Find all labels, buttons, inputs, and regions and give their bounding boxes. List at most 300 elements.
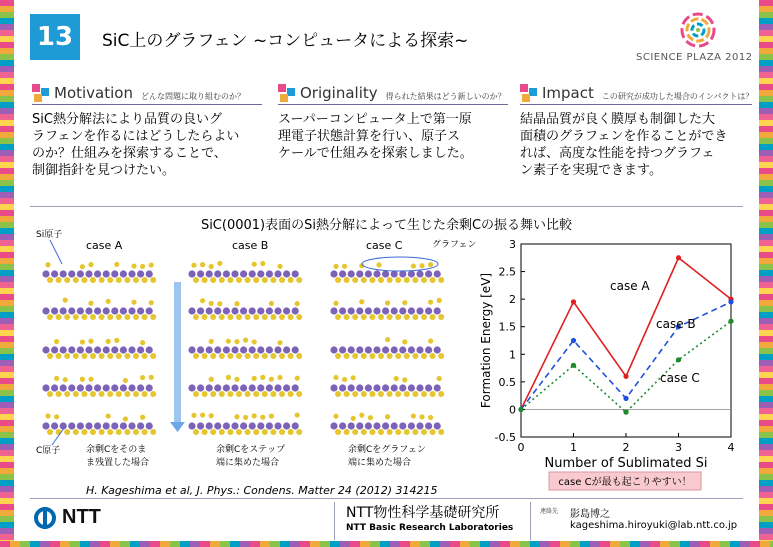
silicon-atom: [193, 314, 199, 320]
carbon-atom: [111, 346, 118, 353]
silicon-atom: [124, 391, 130, 397]
carbon-atom: [348, 307, 355, 314]
carbon-atom: [77, 270, 84, 277]
motivation-line: ラフェンを作るにはどうしたらよい: [32, 129, 240, 144]
carbon-atom: [214, 270, 221, 277]
case-label: case A: [86, 239, 123, 252]
silicon-atom: [296, 277, 302, 283]
contact-email[interactable]: kageshima.hiroyuki@lab.ntt.co.jp: [570, 520, 738, 531]
silicon-atom: [210, 391, 216, 397]
silicon-atom: [288, 277, 294, 283]
silicon-atom: [395, 353, 401, 359]
carbon-atom: [146, 422, 153, 429]
silicon-atom: [131, 263, 136, 268]
silicon-atom: [219, 314, 225, 320]
silicon-atom: [90, 314, 96, 320]
silicon-atom: [142, 277, 148, 283]
carbon-atom: [206, 346, 213, 353]
carbon-atom: [399, 384, 406, 391]
si-pointer-line: [50, 240, 62, 264]
carbon-atom: [257, 422, 264, 429]
silicon-atom: [352, 314, 358, 320]
footer-separator: [530, 502, 531, 540]
silicon-atom: [209, 264, 214, 269]
silicon-atom: [253, 353, 259, 359]
lab-name-jp: NTT物性科学基礎研究所: [346, 505, 500, 521]
silicon-atom: [438, 314, 444, 320]
silicon-atom: [428, 415, 433, 420]
silicon-atom: [421, 277, 427, 283]
silicon-atom: [253, 429, 259, 435]
silicon-atom: [295, 376, 300, 381]
silicon-atom: [140, 340, 145, 345]
silicon-atom: [438, 391, 444, 397]
silicon-atom: [209, 301, 214, 306]
silicon-atom: [202, 353, 208, 359]
silicon-atom: [90, 353, 96, 359]
silicon-atom: [387, 277, 393, 283]
silicon-atom: [107, 429, 113, 435]
carbon-atom: [249, 384, 256, 391]
carbon-atom: [240, 384, 247, 391]
carbon-atom: [266, 384, 273, 391]
impact-title: Impact: [542, 84, 594, 102]
silicon-atom: [64, 353, 70, 359]
silicon-atom: [378, 314, 384, 320]
carbon-atom: [197, 422, 204, 429]
silicon-atom: [45, 413, 50, 418]
silicon-atom: [361, 314, 367, 320]
silicon-atom: [116, 429, 122, 435]
silicon-atom: [402, 377, 407, 382]
carbon-atom: [128, 422, 135, 429]
carbon-atom: [274, 270, 281, 277]
silicon-atom: [438, 429, 444, 435]
silicon-atom: [88, 377, 93, 382]
series-label: case C: [660, 371, 700, 385]
carbon-atom: [365, 384, 372, 391]
silicon-atom: [133, 353, 139, 359]
carbon-atom: [111, 384, 118, 391]
carbon-atom: [249, 346, 256, 353]
silicon-atom: [209, 377, 214, 382]
silicon-atom: [296, 391, 302, 397]
carbon-atom: [223, 270, 230, 277]
carbon-atom: [42, 307, 49, 314]
progress-arrow-icon: [170, 422, 185, 432]
carbon-atom: [434, 346, 441, 353]
silicon-atom: [107, 314, 113, 320]
carbon-atom: [103, 384, 110, 391]
motivation-line: 制御指針を見つけたい。: [32, 163, 176, 178]
silicon-atom: [260, 261, 265, 266]
carbon-atom: [94, 270, 101, 277]
carbon-atom: [249, 307, 256, 314]
case-caption: 端に集めた場合: [348, 458, 412, 468]
silicon-atom: [227, 429, 233, 435]
silicon-atom: [99, 353, 105, 359]
silicon-atom: [335, 314, 341, 320]
silicon-atom: [277, 340, 282, 345]
carbon-atom: [188, 384, 195, 391]
silicon-atom: [219, 391, 225, 397]
x-tick-label: 4: [727, 441, 735, 454]
silicon-atom: [369, 314, 375, 320]
carbon-atom: [365, 307, 372, 314]
silicon-atom: [88, 262, 93, 267]
carbon-atom: [330, 346, 337, 353]
silicon-atom: [378, 353, 384, 359]
silicon-atom: [219, 353, 225, 359]
silicon-atom: [243, 415, 248, 420]
silicon-atom: [295, 301, 300, 306]
series-label: case A: [610, 279, 650, 293]
carbon-atom: [77, 422, 84, 429]
silicon-atom: [361, 429, 367, 435]
silicon-atom: [279, 353, 285, 359]
silicon-atom: [226, 375, 231, 380]
carbon-atom: [356, 307, 363, 314]
carbon-atom: [214, 422, 221, 429]
silicon-atom: [191, 413, 196, 418]
silicon-atom: [369, 277, 375, 283]
plot-area: [521, 244, 731, 437]
carbon-atom: [42, 346, 49, 353]
silicon-atom: [296, 314, 302, 320]
silicon-atom: [437, 376, 442, 381]
silicon-atom: [368, 415, 373, 420]
silicon-atom: [333, 375, 338, 380]
impact-line: れば、高度な性能を持つグラフェ: [520, 146, 715, 161]
silicon-atom: [387, 391, 393, 397]
carbon-atom: [339, 270, 346, 277]
silicon-atom: [352, 277, 358, 283]
carbon-atom: [292, 270, 299, 277]
carbon-atom: [42, 422, 49, 429]
silicon-atom: [252, 339, 257, 344]
silicon-atom: [262, 429, 268, 435]
silicon-atom: [412, 429, 418, 435]
silicon-atom: [73, 429, 79, 435]
y-tick-label: 1.5: [498, 320, 516, 334]
carbon-atom: [60, 384, 67, 391]
silicon-atom: [395, 314, 401, 320]
carbon-atom: [51, 307, 58, 314]
silicon-atom: [262, 314, 268, 320]
carbon-atom: [188, 270, 195, 277]
silicon-atom: [193, 353, 199, 359]
carbon-atom: [240, 346, 247, 353]
silicon-atom: [333, 264, 338, 269]
carbon-atom: [434, 270, 441, 277]
originality-line: ケールで仕組みを探索しました。: [278, 146, 473, 161]
silicon-atom: [411, 413, 416, 418]
si-atom-label: Si原子: [36, 230, 63, 240]
silicon-atom: [387, 314, 393, 320]
carbon-atom: [137, 270, 144, 277]
silicon-atom: [270, 429, 276, 435]
carbon-atom: [214, 346, 221, 353]
silicon-atom: [395, 277, 401, 283]
carbon-atom: [292, 384, 299, 391]
silicon-atom: [404, 314, 410, 320]
carbon-atom: [223, 384, 230, 391]
carbon-atom: [111, 270, 118, 277]
silicon-atom: [421, 314, 427, 320]
silicon-atom: [54, 339, 59, 344]
silicon-atom: [107, 277, 113, 283]
silicon-atom: [369, 429, 375, 435]
silicon-atom: [106, 413, 111, 418]
silicon-atom: [124, 429, 130, 435]
silicon-atom: [236, 314, 242, 320]
annotation-text: case Cが最も起こりやすい！: [558, 477, 692, 488]
carbon-atom: [120, 346, 127, 353]
silicon-atom: [279, 429, 285, 435]
case-label: case C: [366, 239, 403, 252]
silicon-atom: [270, 314, 276, 320]
silicon-atom: [64, 429, 70, 435]
carbon-atom: [416, 422, 423, 429]
silicon-atom: [64, 277, 70, 283]
silicon-atom: [277, 264, 282, 269]
carbon-atom: [408, 422, 415, 429]
silicon-atom: [288, 429, 294, 435]
carbon-atom: [283, 346, 290, 353]
carbon-atom: [51, 346, 58, 353]
silicon-atom: [107, 391, 113, 397]
silicon-atom: [142, 314, 148, 320]
silicon-atom: [149, 375, 154, 380]
silicon-atom: [342, 377, 347, 382]
silicon-atom: [227, 314, 233, 320]
impact-line: 面積のグラフェンを作ることができ: [520, 129, 728, 144]
silicon-atom: [236, 353, 242, 359]
silicon-atom: [210, 277, 216, 283]
carbon-atom: [137, 307, 144, 314]
carbon-atom: [231, 270, 238, 277]
carbon-atom: [292, 422, 299, 429]
originality-title: Originality: [300, 84, 378, 102]
carbon-atom: [240, 270, 247, 277]
carbon-atom: [408, 346, 415, 353]
silicon-atom: [63, 298, 68, 303]
silicon-atom: [335, 353, 341, 359]
originality-question: 得られた結果はどう新しいのか？: [385, 92, 506, 101]
case-caption: ま残置した場合: [86, 458, 150, 468]
carbon-atom: [373, 346, 380, 353]
silicon-atom: [217, 301, 222, 306]
silicon-atom: [133, 429, 139, 435]
silicon-atom: [279, 314, 285, 320]
silicon-atom: [369, 353, 375, 359]
silicon-atom: [81, 314, 87, 320]
carbon-atom: [283, 384, 290, 391]
carbon-atom: [283, 270, 290, 277]
silicon-atom: [80, 339, 85, 344]
carbon-atom: [382, 384, 389, 391]
contact-label: 連絡先: [540, 508, 559, 515]
silicon-atom: [106, 339, 111, 344]
silicon-atom: [385, 300, 390, 305]
carbon-atom: [249, 422, 256, 429]
silicon-atom: [45, 262, 50, 267]
silicon-atom: [149, 262, 154, 267]
silicon-atom: [150, 277, 156, 283]
carbon-atom: [339, 307, 346, 314]
silicon-atom: [116, 391, 122, 397]
silicon-atom: [262, 353, 268, 359]
x-tick-label: 2: [622, 441, 630, 454]
carbon-atom: [425, 346, 432, 353]
silicon-atom: [140, 375, 145, 380]
silicon-atom: [352, 429, 358, 435]
data-point: [571, 338, 576, 343]
silicon-atom: [150, 353, 156, 359]
silicon-atom: [116, 314, 122, 320]
silicon-atom: [344, 277, 350, 283]
silicon-atom: [99, 429, 105, 435]
carbon-atom: [266, 270, 273, 277]
silicon-atom: [428, 300, 433, 305]
silicon-atom: [404, 277, 410, 283]
carbon-atom: [434, 307, 441, 314]
carbon-atom: [391, 384, 398, 391]
carbon-atom: [425, 307, 432, 314]
silicon-atom: [269, 301, 274, 306]
carbon-atom: [356, 346, 363, 353]
impact-line: ン素子を実現できます。: [520, 163, 662, 178]
silicon-atom: [99, 314, 105, 320]
carbon-atom: [128, 270, 135, 277]
silicon-atom: [430, 277, 436, 283]
case-label: case B: [232, 239, 269, 252]
silicon-atom: [245, 353, 251, 359]
silicon-atom: [56, 391, 62, 397]
carbon-atom: [292, 346, 299, 353]
silicon-atom: [395, 391, 401, 397]
carbon-atom: [120, 270, 127, 277]
silicon-atom: [140, 415, 145, 420]
carbon-atom: [348, 346, 355, 353]
silicon-atom: [269, 377, 274, 382]
carbon-atom: [356, 270, 363, 277]
silicon-atom: [47, 391, 53, 397]
silicon-atom: [253, 314, 259, 320]
carbon-atom: [197, 346, 204, 353]
silicon-atom: [430, 314, 436, 320]
y-tick-label: 0.5: [498, 375, 516, 389]
silicon-atom: [47, 429, 53, 435]
carbon-atom: [257, 346, 264, 353]
carbon-atom: [292, 307, 299, 314]
silicon-atom: [54, 376, 59, 381]
carbon-atom: [146, 270, 153, 277]
silicon-atom: [81, 391, 87, 397]
motivation-title: Motivation: [54, 84, 133, 102]
carbon-atom: [197, 270, 204, 277]
silicon-atom: [64, 314, 70, 320]
carbon-atom: [85, 346, 92, 353]
silicon-atom: [106, 299, 111, 304]
data-point: [676, 357, 681, 362]
silicon-atom: [428, 262, 433, 267]
carbon-atom: [60, 270, 67, 277]
silicon-atom: [342, 264, 347, 269]
carbon-atom: [103, 346, 110, 353]
silicon-atom: [387, 353, 393, 359]
silicon-atom: [202, 277, 208, 283]
carbon-atom: [111, 307, 118, 314]
data-point: [623, 396, 628, 401]
silicon-atom: [352, 391, 358, 397]
carbon-atom: [231, 422, 238, 429]
carbon-atom: [348, 270, 355, 277]
data-point: [571, 299, 576, 304]
silicon-atom: [191, 263, 196, 268]
graphene-label: グラフェン: [432, 240, 477, 250]
silicon-atom: [133, 277, 139, 283]
carbon-atom: [137, 384, 144, 391]
carbon-atom: [103, 422, 110, 429]
silicon-atom: [245, 391, 251, 397]
silicon-atom: [260, 375, 265, 380]
carbon-atom: [391, 346, 398, 353]
silicon-atom: [430, 429, 436, 435]
silicon-atom: [402, 339, 407, 344]
ntt-logo: [34, 506, 101, 529]
carbon-atom: [399, 307, 406, 314]
carbon-atom: [382, 422, 389, 429]
carbon-atom: [51, 270, 58, 277]
carbon-atom: [68, 346, 75, 353]
y-tick-label: 2.5: [498, 265, 516, 279]
progress-arrow-shaft: [174, 282, 181, 422]
silicon-atom: [361, 353, 367, 359]
silicon-atom: [404, 353, 410, 359]
silicon-atom: [245, 429, 251, 435]
carbon-atom: [339, 422, 346, 429]
silicon-atom: [56, 277, 62, 283]
silicon-atom: [202, 314, 208, 320]
y-tick-label: 3: [509, 238, 516, 251]
silicon-atom: [243, 338, 248, 343]
carbon-atom: [339, 346, 346, 353]
silicon-atom: [80, 264, 85, 269]
carbon-atom: [348, 422, 355, 429]
carbon-atom: [373, 307, 380, 314]
silicon-atom: [419, 263, 424, 268]
footer-divider: [30, 498, 743, 499]
carbon-atom: [68, 422, 75, 429]
figure-title: SiC(0001)表面のSi熱分解によって生じた余剰Cの振る舞い比較: [200, 218, 573, 233]
silicon-atom: [344, 314, 350, 320]
silicon-atom: [296, 429, 302, 435]
data-point: [571, 363, 576, 368]
carbon-atom: [103, 307, 110, 314]
silicon-atom: [421, 429, 427, 435]
silicon-atom: [428, 338, 433, 343]
silicon-atom: [421, 391, 427, 397]
silicon-atom: [227, 353, 233, 359]
carbon-atom: [257, 384, 264, 391]
silicon-atom: [193, 429, 199, 435]
silicon-atom: [234, 377, 239, 382]
carbon-atom: [249, 270, 256, 277]
carbon-atom: [128, 346, 135, 353]
silicon-atom: [131, 300, 136, 305]
carbon-atom: [206, 270, 213, 277]
